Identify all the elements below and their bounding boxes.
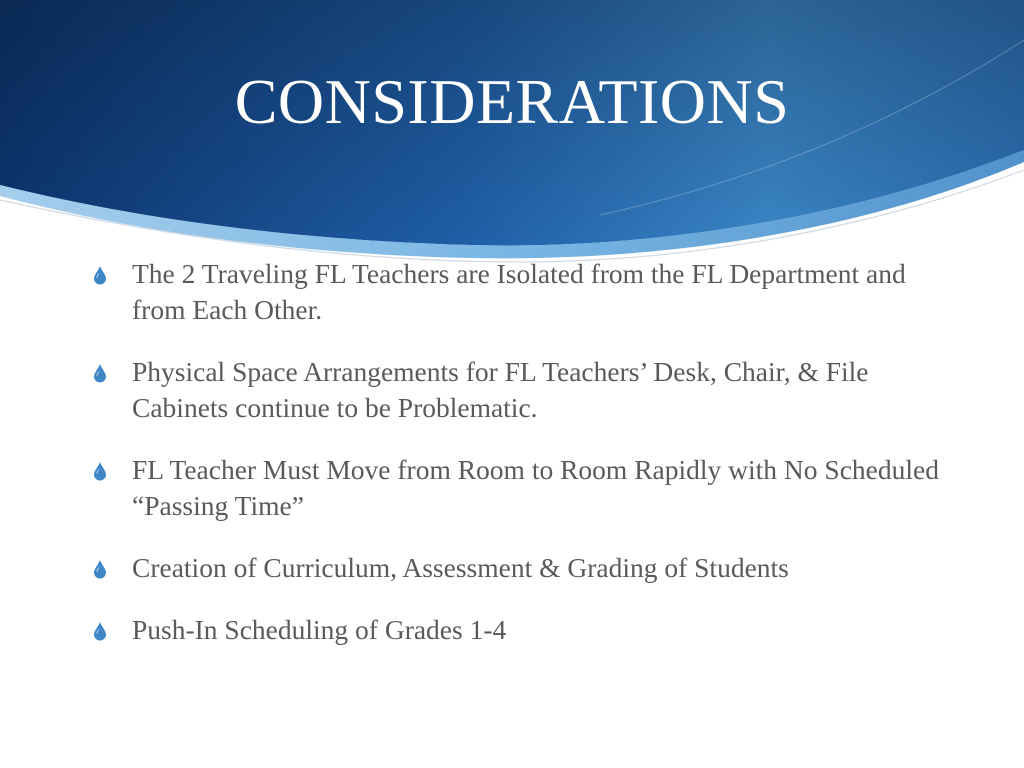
droplet-icon — [92, 621, 108, 641]
list-item — [92, 452, 952, 524]
slide-title: CONSIDERATIONS — [234, 66, 790, 137]
bullet-list — [92, 256, 952, 674]
list-item — [92, 612, 952, 648]
bullet-text: Push-In Scheduling of Grades 1-4 — [132, 614, 507, 645]
bullet-text: Physical Space Arrangements for FL Teachers’ Desk, Chair, & File Cabinets continue to be Problematic. — [132, 356, 869, 423]
droplet-icon — [92, 265, 108, 285]
bullet-text: FL Teacher Must Move from Room to Room Rapidly with No Scheduled “Passing Time” — [132, 454, 939, 521]
droplet-icon — [92, 559, 108, 579]
list-item — [92, 256, 952, 328]
droplet-icon — [92, 461, 108, 481]
list-item — [92, 354, 952, 426]
bullet-text: Creation of Curriculum, Assessment & Grading of Students — [132, 552, 789, 583]
droplet-icon — [92, 363, 108, 383]
bullet-text: The 2 Traveling FL Teachers are Isolated from the FL Department and from Each Other. — [132, 258, 906, 325]
list-item — [92, 550, 952, 586]
